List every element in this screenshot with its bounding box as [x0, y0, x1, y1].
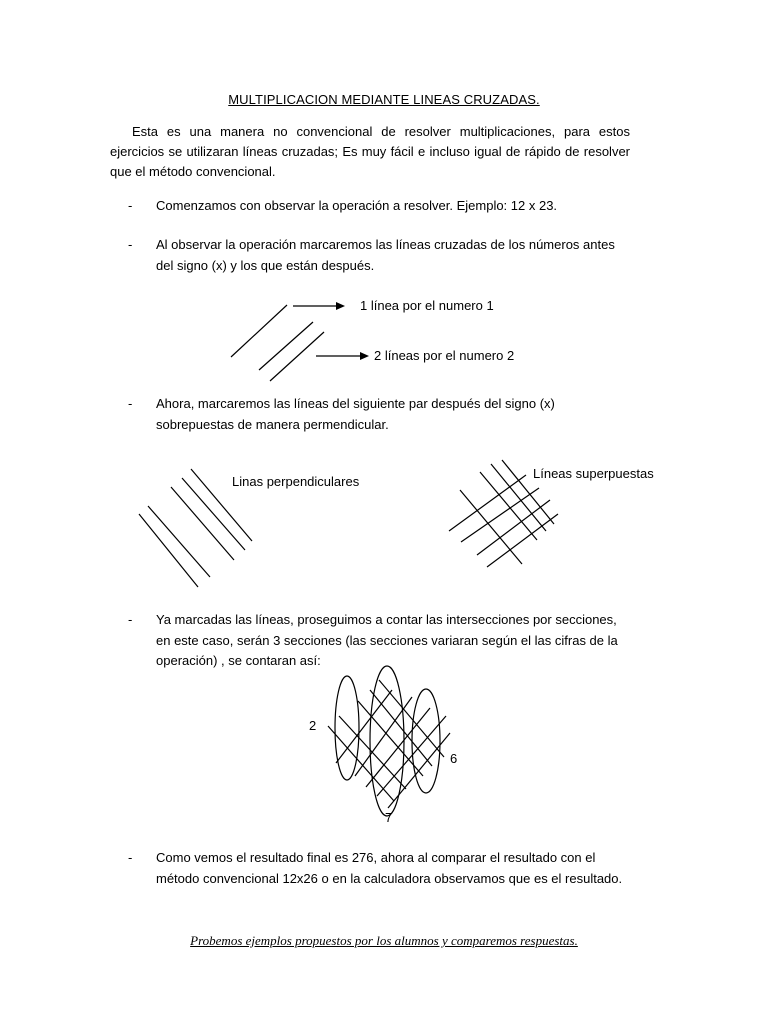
bullet-dash: -	[128, 850, 133, 865]
section-ellipse-left	[335, 676, 359, 780]
count-right-section: 6	[450, 751, 458, 766]
label-two-lines: 2 líneas por el numero 2	[374, 348, 515, 363]
bullet-dash: -	[128, 198, 133, 213]
document-title: MULTIPLICACION MEDIANTE LINEAS CRUZADAS.	[228, 92, 540, 107]
bullet-text: Ahora, marcaremos las líneas del siguiente par después del signo (x) sobrepuestas de manera permendicular.	[156, 396, 555, 432]
bullet-text: Al observar la operación marcaremos las líneas cruzadas de los números antes del signo (x) y los que están después.	[156, 237, 615, 273]
closing-note: Probemos ejemplos propuestos por los alumnos y comparemos respuestas.	[190, 933, 578, 948]
count-left-section: 2	[309, 718, 317, 733]
bullet-dash: -	[128, 612, 133, 627]
count-middle-section: 7	[385, 810, 393, 825]
bullet-text: Ya marcadas las líneas, proseguimos a contar las intersecciones por secciones, en este caso, serán 3 secciones (las secciones variaran según el las cifras de la operación) , se contaran así:	[156, 612, 618, 668]
label-superposed-lines: Líneas superpuestas	[533, 466, 654, 481]
bullet-dash: -	[128, 237, 133, 252]
intro-paragraph: Esta es una manera no convencional de resolver multiplicaciones, para estos ejercicios se utilizaran líneas cruzadas; Es muy fácil e incluso igual de rápido de resolver que el método convencional.	[110, 124, 630, 179]
label-one-line: 1 línea por el numero 1	[360, 298, 494, 313]
label-perpendicular-lines: Linas perpendiculares	[232, 474, 360, 489]
section-ellipse-right	[412, 689, 440, 793]
bullet-text: Comenzamos con observar la operación a resolver. Ejemplo: 12 x 23.	[156, 198, 558, 213]
bullet-dash: -	[128, 396, 133, 411]
bullet-text: Como vemos el resultado final es 276, ahora al comparar el resultado con el método convencional 12x26 o en la calculadora observamos que es el resultado.	[156, 850, 623, 886]
